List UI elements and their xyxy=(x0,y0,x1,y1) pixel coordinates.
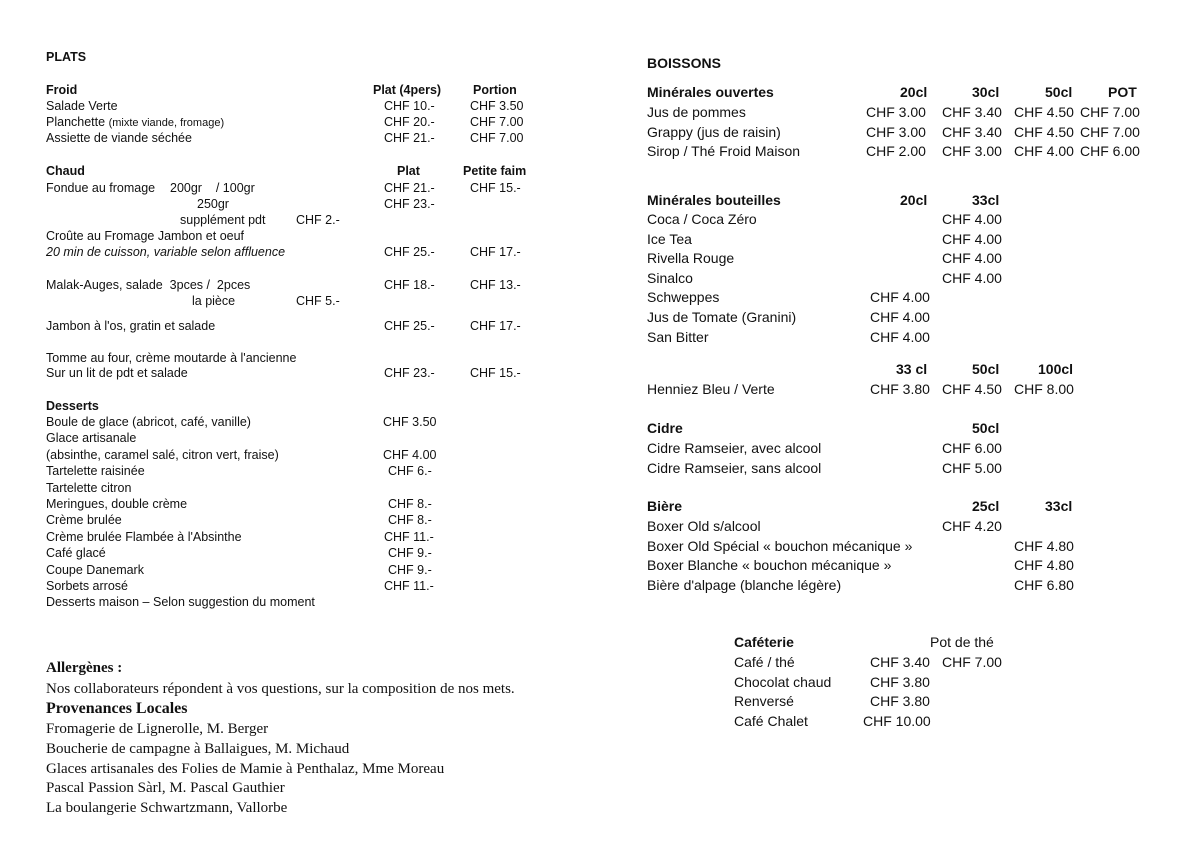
chaud-heading: Chaud xyxy=(46,164,85,178)
price: CHF 21.- xyxy=(384,181,435,195)
froid-col-plat: Plat (4pers) xyxy=(373,83,442,97)
price: CHF 3.00 xyxy=(866,123,926,140)
col-pot: POT xyxy=(1108,84,1137,100)
list-item: Boxer Blanche « bouchon mécanique » xyxy=(647,557,892,573)
price: CHF 3.40 xyxy=(942,104,1002,120)
provenance-item: Boucherie de campagne à Ballaigues, M. Michaud xyxy=(46,740,350,757)
dessert-item: Meringues, double crème xyxy=(46,497,188,511)
price: CHF 9.- xyxy=(388,546,432,561)
price: CHF 4.50 xyxy=(1014,104,1074,120)
price: CHF 20.- xyxy=(384,115,435,129)
boissons-title: BOISSONS xyxy=(647,55,721,71)
price: CHF 4.00 xyxy=(383,447,437,462)
price: CHF 6.00 xyxy=(942,440,1002,456)
list-item: Ice Tea xyxy=(647,230,692,247)
col-20cl: 20cl xyxy=(900,192,928,208)
price: CHF 7.00 xyxy=(1080,123,1140,140)
col-100cl: 100cl xyxy=(1038,361,1074,377)
list-item xyxy=(46,115,224,129)
price: CHF 3.00 xyxy=(942,143,1002,159)
list-item: Sinalco xyxy=(647,269,693,286)
col-25cl: 25cl xyxy=(972,498,1000,514)
dessert-item: (absinthe, caramel salé, citron vert, fraise) xyxy=(46,447,279,462)
list-item: Café / thé xyxy=(734,654,795,670)
desserts-heading: Desserts xyxy=(46,399,99,413)
list-item: Sirop / Thé Froid Maison xyxy=(647,143,801,159)
price: CHF 3.80 xyxy=(870,381,930,397)
list-item: Grappy (jus de raisin) xyxy=(647,123,781,140)
dessert-item: Coupe Danemark xyxy=(46,562,144,577)
price: CHF 18.- xyxy=(384,278,435,292)
price: CHF 4.50 xyxy=(942,381,1002,397)
col-50cl: 50cl xyxy=(1045,84,1073,100)
price: CHF 8.- xyxy=(388,513,432,528)
dessert-item: Tartelette raisinée xyxy=(46,464,145,479)
cidre-heading: Cidre xyxy=(647,420,683,436)
price: CHF 4.00 xyxy=(870,328,930,345)
price: CHF 3.80 xyxy=(870,673,930,690)
allergenes-text: Nos collaborateurs répondent à vos questions, sur la composition de nos mets. xyxy=(46,681,515,697)
price: CHF 15.- xyxy=(470,181,521,195)
price: CHF 25.- xyxy=(384,319,435,333)
price: CHF 6.80 xyxy=(1014,576,1074,593)
price: CHF 3.00 xyxy=(866,104,926,120)
price: CHF 11.- xyxy=(384,579,434,593)
price: CHF 3.50 xyxy=(470,99,524,113)
price: CHF 23.- xyxy=(384,197,435,211)
price: CHF 7.00 xyxy=(470,131,524,145)
price: CHF 10.00 xyxy=(863,712,931,729)
price: CHF 5.- xyxy=(296,294,340,308)
list-item: Chocolat chaud xyxy=(734,673,832,690)
price: CHF 7.00 xyxy=(1080,104,1140,120)
price: CHF 3.40 xyxy=(870,654,930,670)
col-33cl: 33cl xyxy=(1045,498,1073,514)
price: CHF 4.00 xyxy=(1014,143,1074,159)
provenance-item: Pascal Passion Sàrl, M. Pascal Gauthier xyxy=(46,780,285,797)
price: CHF 4.00 xyxy=(870,289,930,306)
bouteilles-heading: Minérales bouteilles xyxy=(647,192,781,208)
list-item: Jus de Tomate (Granini) xyxy=(647,309,797,325)
provenance-item: La boulangerie Schwartzmann, Vallorbe xyxy=(46,800,288,817)
item-note: 20 min de cuisson, variable selon affluence xyxy=(46,245,286,259)
col-20cl: 20cl xyxy=(900,84,928,100)
list-item: Cidre Ramseier, avec alcool xyxy=(647,440,822,456)
dessert-item: Glace artisanale xyxy=(46,431,137,446)
froid-col-portion: Portion xyxy=(473,83,517,97)
price: CHF 9.- xyxy=(388,562,432,577)
price: CHF 2.- xyxy=(296,213,340,227)
col-30cl: 30cl xyxy=(972,84,1000,100)
price: CHF 15.- xyxy=(470,366,521,380)
price: CHF 4.00 xyxy=(942,230,1002,247)
price: CHF 4.00 xyxy=(942,250,1002,267)
list-item: Bière d'alpage (blanche légère) xyxy=(647,576,842,593)
col-33cl: 33 cl xyxy=(896,361,928,377)
price: CHF 13.- xyxy=(470,278,521,292)
price: CHF 8.00 xyxy=(1014,381,1074,397)
dessert-item: Café glacé xyxy=(46,546,106,561)
list-item: Renversé xyxy=(734,693,794,710)
plats-title: PLATS xyxy=(46,50,87,64)
item-name: Planchette xyxy=(46,115,106,129)
list-item: Tomme au four, crème moutarde à l'ancienne xyxy=(46,351,297,365)
dessert-item: Tartelette citron xyxy=(46,480,132,495)
list-item: Sur un lit de pdt et salade xyxy=(46,366,188,380)
dessert-item: Desserts maison – Selon suggestion du moment xyxy=(46,595,315,610)
list-item: Boxer Old s/alcool xyxy=(647,518,761,534)
dessert-item: Crème brulée xyxy=(46,513,122,528)
list-item: Schweppes xyxy=(647,289,720,306)
list-item: Cidre Ramseier, sans alcool xyxy=(647,459,822,476)
price: CHF 4.00 xyxy=(870,309,930,325)
price: CHF 4.80 xyxy=(1014,537,1074,554)
price: CHF 11.- xyxy=(384,529,434,544)
fondue-250: 250gr xyxy=(197,197,229,211)
price: CHF 7.00 xyxy=(470,115,524,129)
price: CHF 7.00 xyxy=(942,654,1002,670)
price: CHF 5.00 xyxy=(942,459,1002,476)
price: CHF 17.- xyxy=(470,245,521,259)
price: CHF 25.- xyxy=(384,245,435,259)
list-item: Jambon à l'os, gratin et salade xyxy=(46,319,216,333)
dessert-item: Crème brulée Flambée à l'Absinthe xyxy=(46,529,242,544)
la-piece: la pièce xyxy=(192,294,236,308)
allergenes-title: Allergènes : xyxy=(46,660,123,676)
list-item: Salade Verte xyxy=(46,99,118,113)
chaud-col-petite-faim: Petite faim xyxy=(463,164,527,178)
provenances-title: Provenances Locales xyxy=(46,700,188,717)
price: CHF 6.00 xyxy=(1080,143,1140,159)
col-pot-the: Pot de thé xyxy=(930,634,994,650)
price: CHF 8.- xyxy=(388,497,432,511)
supplement: supplément pdt xyxy=(180,213,266,227)
price: CHF 6.- xyxy=(388,464,432,479)
list-item: Boxer Old Spécial « bouchon mécanique » xyxy=(647,537,913,554)
list-item: San Bitter xyxy=(647,328,709,345)
col-50cl: 50cl xyxy=(972,361,1000,377)
list-item: Jus de pommes xyxy=(647,104,746,120)
price: CHF 17.- xyxy=(470,319,521,333)
col-50cl: 50cl xyxy=(972,420,1000,436)
fondue-sizes: 200gr / 100gr xyxy=(170,181,255,195)
list-item: Rivella Rouge xyxy=(647,250,735,267)
dessert-item: Boule de glace (abricot, café, vanille) xyxy=(46,415,251,429)
price: CHF 4.00 xyxy=(942,269,1002,286)
price: CHF 21.- xyxy=(384,131,435,145)
list-item: Malak-Auges, salade 3pces / 2pces xyxy=(46,278,251,292)
dessert-item: Sorbets arrosé xyxy=(46,579,128,593)
col-33cl: 33cl xyxy=(972,192,1000,208)
price: CHF 3.40 xyxy=(942,123,1002,140)
froid-heading: Froid xyxy=(46,83,78,97)
list-item: Café Chalet xyxy=(734,712,808,729)
list-item: Henniez Bleu / Verte xyxy=(647,381,775,397)
price: CHF 23.- xyxy=(384,366,435,380)
provenance-item: Glaces artisanales des Folies de Mamie à Penthalaz, Mme Moreau xyxy=(46,760,445,777)
price: CHF 3.50 xyxy=(383,415,437,429)
biere-heading: Bière xyxy=(647,498,683,514)
list-item: Fondue au fromage xyxy=(46,181,156,195)
price: CHF 4.50 xyxy=(1014,123,1074,140)
list-item: Croûte au Fromage Jambon et oeuf xyxy=(46,229,245,243)
provenance-item: Fromagerie de Lignerolle, M. Berger xyxy=(46,721,269,737)
price: CHF 3.80 xyxy=(870,693,930,710)
cafeterie-heading: Caféterie xyxy=(734,634,794,650)
list-item: Coca / Coca Zéro xyxy=(647,211,757,227)
price: CHF 4.00 xyxy=(942,211,1002,227)
item-note: (mixte viande, fromage) xyxy=(108,117,225,129)
price: CHF 4.80 xyxy=(1014,557,1074,573)
list-item: Assiette de viande séchée xyxy=(46,131,192,145)
price: CHF 2.00 xyxy=(866,143,926,159)
price: CHF 10.- xyxy=(384,99,435,113)
chaud-col-plat: Plat xyxy=(397,164,420,178)
price: CHF 4.20 xyxy=(942,518,1002,534)
ouvertes-heading: Minérales ouvertes xyxy=(647,84,774,100)
